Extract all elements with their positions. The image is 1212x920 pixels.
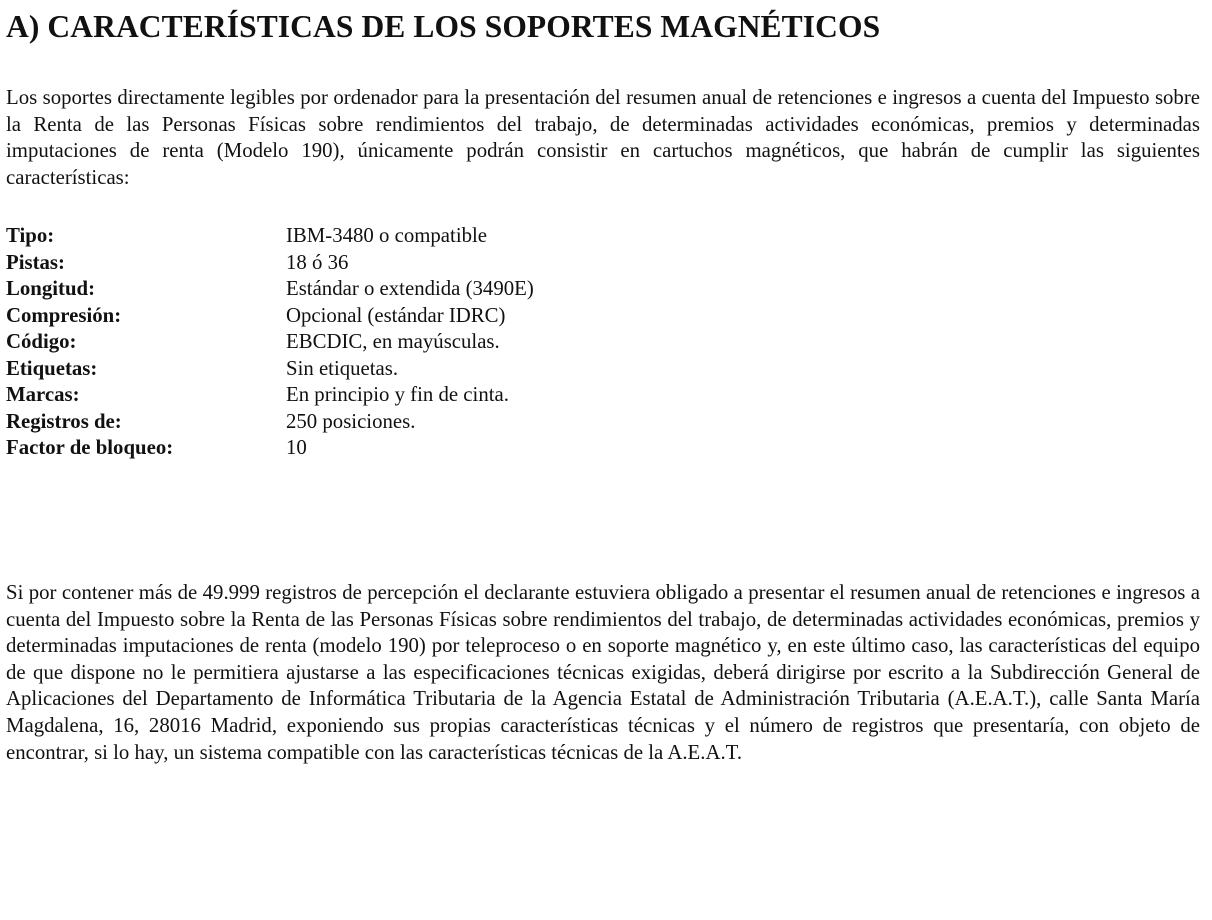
spec-label: Etiquetas: (6, 356, 98, 380)
specification-list (6, 223, 534, 462)
spec-row-longitud (6, 276, 534, 303)
spec-value: Sin etiquetas. (286, 356, 399, 380)
spec-label: Tipo: (6, 224, 55, 247)
spec-row-compresion (6, 303, 534, 330)
spec-label: Longitud: (6, 277, 95, 300)
spec-value: Estándar o extendida (3490E) (286, 277, 534, 300)
spec-value: EBCDIC, en mayúsculas. (286, 330, 500, 353)
spec-label: Código: (6, 330, 77, 353)
spec-value: 10 (286, 436, 307, 459)
spec-value: Opcional (estándar IDRC) (286, 303, 506, 327)
spec-value: 250 posiciones. (286, 409, 416, 433)
intro-paragraph: Los soportes directamente legibles por ordenador para la presentación del resumen anual de retenciones e ingresos a cuenta del Impuesto sobre la Renta de las Personas Físicas sobre rendimientos del trabajo, de determinadas actividades económicas, premios y determinadas imputaciones de renta (Modelo 190), únicamente podrán consistir en cartuchos magnéticos, que habrán de cumplir las siguientes características: (6, 86, 1200, 189)
spec-row-marcas (6, 382, 534, 409)
spec-row-registros (6, 409, 534, 436)
spec-label: Compresión: (6, 303, 122, 327)
spec-label: Marcas: (6, 383, 80, 406)
closing-paragraph: Si por contener más de 49.999 registros de percepción el declarante estuviera obligado a presentar el resumen anual de retenciones e ingresos a cuenta del Impuesto sobre la Renta de las Personas Físicas sobre rendimientos del trabajo, de determinadas actividades económicas, premios y determinadas imputaciones de renta (modelo 190) por teleproceso o en soporte magnético y, en este último caso, las características del equipo de que dispone no le permitiera ajustarse a las especificaciones técnicas exigidas, deberá dirigirse por escrito a la Subdirección General de Aplicaciones del Departamento de Informática Tributaria de la Agencia Estatal de Administración Tributaria (A.E.A.T.), calle Santa María Magdalena, 16, 28016 Madrid, exponiendo sus propias características técnicas y el número de registros que presentaría, con objeto de encontrar, si lo hay, un sistema compatible con las características técnicas de la A.E.A.T. (6, 581, 1200, 764)
spec-row-tipo (6, 223, 534, 250)
spec-label: Pistas: (6, 250, 65, 274)
spec-row-codigo (6, 329, 534, 356)
spec-value: En principio y fin de cinta. (286, 383, 509, 406)
spec-row-pistas (6, 250, 534, 277)
spec-value: IBM-3480 o compatible (286, 224, 488, 247)
spec-row-etiquetas (6, 356, 534, 383)
spec-row-factor-bloqueo (6, 435, 534, 462)
section-title: A) CARACTERÍSTICAS DE LOS SOPORTES MAGNÉTICOS (6, 9, 881, 44)
spec-label: Registros de: (6, 409, 122, 433)
spec-label: Factor de bloqueo: (6, 436, 174, 459)
spec-value: 18 ó 36 (286, 250, 349, 274)
